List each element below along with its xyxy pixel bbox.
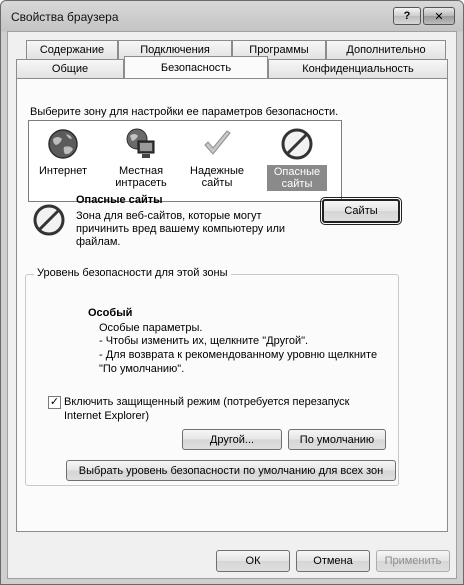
tab-security[interactable]: Безопасность <box>124 56 268 78</box>
security-level-line-2: - Чтобы изменить их, щелкните "Другой". <box>99 335 309 347</box>
tab-privacy[interactable]: Конфиденциальность <box>268 59 448 78</box>
window-title: Свойства браузера <box>11 10 119 24</box>
no-entry-icon <box>32 203 66 237</box>
security-level-group <box>25 267 399 486</box>
no-entry-icon <box>280 127 314 161</box>
tab-connections[interactable]: Подключения <box>118 40 232 59</box>
apply-button[interactable]: Применить <box>376 550 450 572</box>
security-level-line-1: Особые параметры. <box>99 322 203 334</box>
cancel-button[interactable]: Отмена <box>296 550 370 572</box>
help-icon: ? <box>403 10 411 22</box>
custom-level-button[interactable]: Другой... <box>182 429 282 450</box>
tab-general[interactable]: Общие <box>16 59 124 78</box>
title-bar[interactable] <box>1 1 463 31</box>
protected-mode-label-2: Internet Explorer) <box>64 410 149 422</box>
close-button[interactable] <box>423 7 455 25</box>
panel-content <box>8 32 458 580</box>
selected-zone-desc-3: файлам. <box>76 236 121 248</box>
help-button[interactable] <box>393 7 421 25</box>
checkmark-icon: ✓ <box>49 396 60 408</box>
globe-icon <box>46 127 80 161</box>
selected-zone-desc-2: причинить вред вашему компьютеру или <box>76 223 286 235</box>
zone-trusted-sites[interactable] <box>187 127 247 197</box>
protected-mode-label-1: Включить защищенный режим (потребуется перезапуск <box>64 396 350 408</box>
tab-programs[interactable]: Программы <box>232 40 326 59</box>
security-level-line-3: - Для возврата к рекомендованному уровню щелкните <box>99 349 378 361</box>
local-intranet-icon <box>124 127 158 161</box>
reset-all-zones-button[interactable]: Выбрать уровень безопасности по умолчанию для всех зон <box>66 460 396 481</box>
selected-zone-desc-1: Зона для веб-сайтов, которые могут <box>76 210 262 222</box>
tab-content[interactable]: Содержание <box>26 40 118 59</box>
security-level-name: Особый <box>88 307 133 319</box>
dialog-client-area <box>7 31 457 579</box>
close-icon: ✕ <box>434 10 444 23</box>
zone-trusted-sites-label: Надежные сайты <box>190 165 244 189</box>
ok-button[interactable]: ОК <box>216 550 290 572</box>
default-level-button[interactable]: По умолчанию <box>288 429 386 450</box>
zone-internet[interactable] <box>33 127 93 197</box>
zone-list <box>28 120 342 202</box>
tab-advanced[interactable]: Дополнительно <box>326 40 446 59</box>
zone-local-intranet-label: Местная интрасеть <box>115 165 167 189</box>
zone-local-intranet[interactable] <box>111 127 171 197</box>
selected-zone-name: Опасные сайты <box>76 194 163 206</box>
sites-button[interactable]: Сайты <box>322 199 400 223</box>
security-level-line-4: "По умолчанию". <box>99 363 185 375</box>
zone-restricted-sites[interactable] <box>267 127 327 197</box>
security-level-group-title: Уровень безопасности для этой зоны <box>34 267 231 279</box>
zone-prompt: Выберите зону для настройки ее параметров безопасности. <box>30 106 339 118</box>
zone-restricted-sites-label: Опасные сайты <box>267 165 327 191</box>
protected-mode-checkbox[interactable] <box>48 396 61 409</box>
zone-internet-label: Интернет <box>39 165 87 177</box>
checkmark-icon <box>200 127 234 161</box>
